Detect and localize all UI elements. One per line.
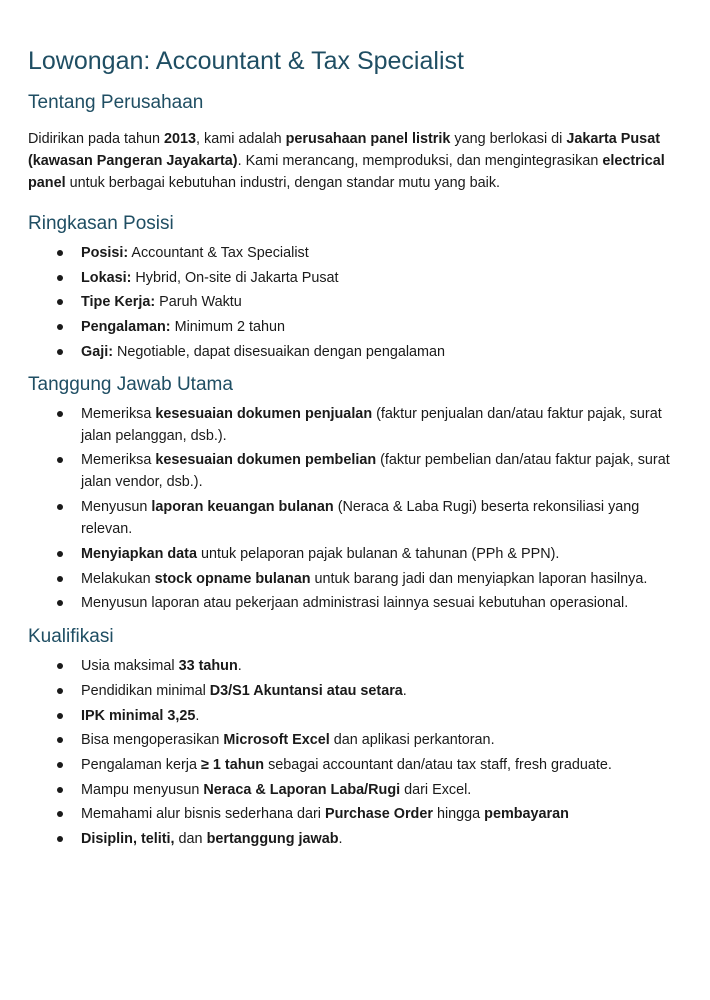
bold-text: ≥ 1 tahun — [201, 756, 265, 773]
text-run: , kami adalah — [196, 131, 286, 147]
bold-text: electrical panel — [28, 153, 665, 191]
text-run: Melakukan — [81, 570, 155, 587]
text-run: Usia maksimal — [81, 658, 179, 675]
bold-text: Posisi: — [81, 245, 129, 261]
bold-text: perusahaan panel listrik — [285, 131, 451, 147]
responsibility-item — [28, 496, 688, 540]
bold-text: Jakarta Pusat (kawasan Pangeran Jayakarta) — [28, 131, 660, 169]
section-heading-responsibilities: Tanggung Jawab Utama — [28, 373, 233, 395]
section-heading-summary: Ringkasan Posisi — [28, 213, 174, 234]
responsibility-item — [28, 449, 688, 493]
bold-text: stock opname bulanan — [154, 570, 311, 587]
text-run: Memeriksa — [81, 405, 156, 422]
bold-text: Gaji: — [81, 343, 113, 360]
text-run: Hybrid, On-site di Jakarta Pusat — [131, 269, 339, 286]
bold-text: Disiplin, teliti, — [81, 831, 175, 847]
section-heading-about: Tentang Perusahaan — [28, 92, 204, 113]
bold-text: Neraca & Laporan Laba/Rugi — [203, 781, 401, 798]
text-run: Minimum 2 tahun — [170, 319, 285, 336]
responsibility-item — [28, 568, 688, 590]
text-run: . — [402, 682, 407, 699]
bold-text: laporan keuangan bulanan — [151, 499, 334, 516]
summary-item — [28, 341, 688, 363]
qualifications-list — [28, 655, 688, 850]
responsibility-item — [28, 543, 688, 565]
text-run: Pengalaman kerja — [81, 756, 201, 773]
summary-item — [28, 316, 688, 338]
bold-text: pembayaran — [484, 806, 569, 823]
text-run: Negotiable, dapat disesuaikan dengan pengalaman — [113, 343, 446, 360]
text-run: hingga — [432, 806, 485, 823]
qualification-item — [28, 754, 688, 776]
qualification-item — [28, 729, 688, 751]
text-run: Bisa mengoperasikan — [81, 732, 224, 749]
bold-text: IPK minimal 3,25 — [81, 707, 196, 724]
summary-list — [28, 242, 688, 363]
bold-text: 2013 — [164, 131, 197, 147]
text-run: Accountant & Tax Specialist — [128, 245, 309, 261]
text-run: . — [338, 831, 343, 847]
text-run: Didirikan pada tahun — [28, 131, 165, 147]
summary-item — [28, 242, 688, 264]
bold-text: 33 tahun — [178, 658, 238, 675]
text-run: Pendidikan minimal — [81, 682, 210, 699]
text-run: (faktur penjualan dan/atau faktur pajak, surat jalan pelanggan, dsb.). — [81, 405, 662, 444]
qualification-item — [28, 779, 688, 801]
bold-text: kesesuaian dokumen pembelian — [155, 452, 377, 469]
section-heading-qualifications: Kualifikasi — [28, 626, 114, 648]
text-run: yang berlokasi di — [450, 131, 567, 147]
bold-text: Purchase Order — [324, 806, 433, 823]
bold-text: Tipe Kerja: — [81, 294, 156, 311]
summary-item — [28, 291, 688, 313]
responsibilities-list — [28, 403, 688, 614]
bold-text: Microsoft Excel — [223, 732, 330, 749]
text-run: (faktur pembelian dan/atau faktur pajak, surat jalan vendor, dsb.). — [81, 452, 670, 491]
bold-text: D3/S1 Akuntansi atau setara — [209, 682, 403, 699]
summary-item — [28, 267, 688, 289]
page-title: Lowongan: Accountant & Tax Specialist — [28, 47, 464, 75]
text-run: Menyusun laporan atau pekerjaan administrasi lainnya sesuai kebutuhan operasional. — [81, 595, 629, 612]
responsibility-item — [28, 592, 688, 614]
text-run: dari Excel. — [400, 781, 472, 798]
about-paragraph — [28, 128, 688, 194]
qualification-item — [28, 680, 688, 702]
bold-text: Menyiapkan data — [81, 545, 197, 562]
text-run: Mampu menyusun — [81, 781, 204, 798]
text-run: untuk pelaporan pajak bulanan & tahunan (PPh & PPN). — [196, 545, 560, 562]
text-run: . — [195, 707, 200, 724]
text-run: sebagai accountant dan/atau tax staff, fresh graduate. — [264, 756, 612, 773]
qualification-item — [28, 705, 688, 727]
qualification-item — [28, 803, 688, 825]
text-run: untuk barang jadi dan menyiapkan laporan hasilnya. — [310, 570, 648, 587]
text-run: (Neraca & Laba Rugi) beserta rekonsiliasi yang relevan. — [81, 499, 640, 538]
text-run: Menyusun — [81, 499, 152, 516]
text-run: Memeriksa — [81, 452, 156, 469]
text-run: . — [237, 658, 242, 675]
qualification-item — [28, 655, 688, 677]
text-run: dan — [174, 831, 207, 847]
text-run: . Kami merancang, memproduksi, dan mengintegrasikan — [237, 153, 603, 169]
bold-text: bertanggung jawab — [206, 831, 339, 847]
bold-text: Lokasi: — [81, 269, 132, 286]
bold-text: Pengalaman: — [81, 319, 171, 336]
bold-text: kesesuaian dokumen penjualan — [155, 405, 373, 422]
text-run: dan aplikasi perkantoran. — [329, 732, 495, 749]
text-run: Paruh Waktu — [155, 294, 242, 311]
text-run: untuk berbagai kebutuhan industri, dengan standar mutu yang baik. — [65, 175, 501, 191]
responsibility-item — [28, 403, 688, 447]
qualification-item — [28, 828, 688, 850]
text-run: Memahami alur bisnis sederhana dari — [81, 806, 325, 823]
